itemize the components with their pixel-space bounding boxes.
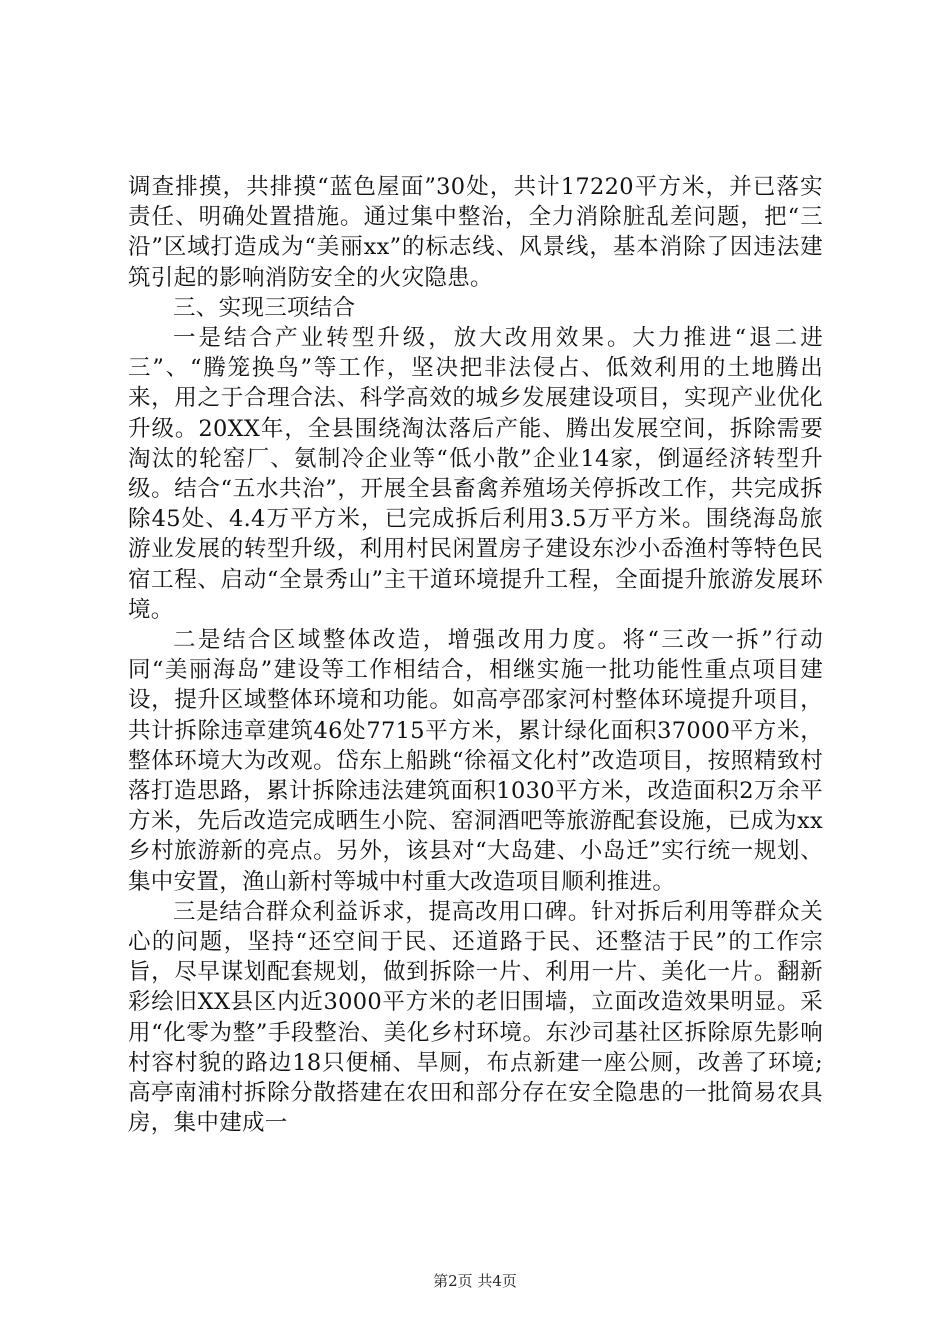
paragraph-2: 一是结合产业转型升级，放大改用效果。大力推进“退二进三”、“腾笼换鸟”等工作，坚决把非法侵占、低效利用的土地腾出来，用之于合理合法、科学高效的城乡发展建设项目，实现产业优化升级。20XX年，全县围绕淘汰落后产能、腾出发展空间，拆除需要淘汰的轮窑厂、氨制冷企业等“低小散”企业14家，倒逼经济转型升级。结合“五水共治”，开展全县畜禽养殖场关停拆改工作，共完成拆除45处、4.4万平方米，已完成拆后利用3.5万平方米。围绕海岛旅游业发展的转型升级，利用村民闲置房子建设东沙小岙渔村等特色民宿工程、启动“全景秀山”主干道环境提升工程，全面提升旅游发展环境。 xyxy=(128,325,823,623)
paragraph-3: 二是结合区域整体改造，增强改用力度。将“三改一拆”行动同“美丽海岛”建设等工作相结合，相继实施一批功能性重点项目建设，提升区域整体环境和功能。如高亭邵家河村整体环境提升项目，共计拆除违章建筑46处7715平方米，累计绿化面积37000平方米，整体环境大为改观。岱东上船跳“徐福文化村”改造项目，按照精致村落打造思路，累计拆除违法建筑面积1030平方米，改造面积2万余平方米，先后改造完成晒生小院、窑洞酒吧等旅游配套设施，已成为xx乡村旅游新的亮点。另外，该县对“大岛建、小岛迁”实行统一规划、集中安置，渔山新村等城中村重大改造项目顺利推进。 xyxy=(128,627,823,895)
page-number-footer: 第2页 共4页 xyxy=(433,1272,517,1290)
paragraph-4: 三是结合群众利益诉求，提高改用口碑。针对拆后利用等群众关心的问题，坚持“还空间于民、还道路于民、还整洁于民”的工作宗旨，尽早谋划配套规划，做到拆除一片、利用一片、美化一片。翻新彩绘旧XX县区内近3000平方米的老旧围墙，立面改造效果明显。采用“化零为整”手段整治、美化乡村环境。东沙司基社区拆除原先影响村容村貌的路边18只便桶、旱厕，布点新建一座公厕，改善了环境;高亭南浦村拆除分散搭建在农田和部分存在安全隐患的一批简易农具房，集中建成一 xyxy=(128,898,823,1137)
document-body xyxy=(128,172,823,1139)
paragraph-1: 调查排摸，共排摸“蓝色屋面”30处，共计17220平方米，并已落实责任、明确处置措施。通过集中整治，全力消除脏乱差问题，把“三沿”区域打造成为“美丽xx”的标志线、风景线，基本消除了因违法建筑引起的影响消防安全的火灾隐患。 xyxy=(128,174,823,291)
section-heading: 三、实现三项结合 xyxy=(173,294,356,321)
